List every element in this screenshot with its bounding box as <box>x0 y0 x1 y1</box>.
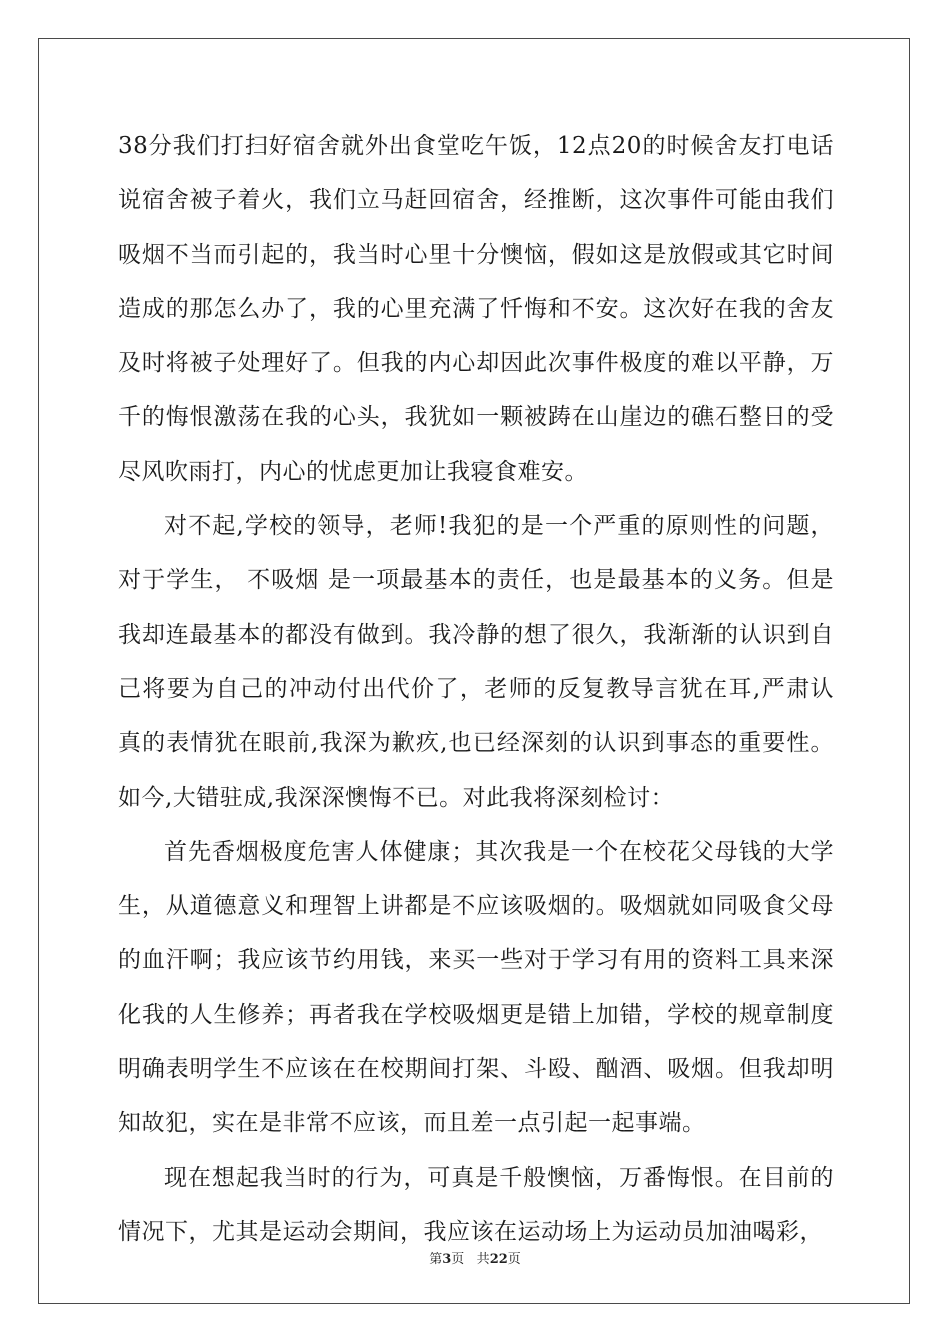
paragraph <box>118 130 834 510</box>
text-line: 化我的人生修养；再者我在学校吸烟更是错上加错，学校的规章制度 <box>118 1001 834 1028</box>
paragraph <box>118 836 834 1162</box>
text-line: 现在想起我当时的行为，可真是千般懊恼，万番悔恨。在目前的 <box>164 1164 834 1191</box>
footer-page-prefix: 第 <box>429 1252 443 1267</box>
page-footer <box>0 1248 950 1267</box>
text-line: 如今,大错驻成,我深深懊悔不已。对此我将深刻检讨： <box>118 784 675 811</box>
text-line: 我却连最基本的都没有做到。我冷静的想了很久，我渐渐的认识到自 <box>118 621 834 648</box>
text-line: 己将要为自己的冲动付出代价了，老师的反复教导言犹在耳,严肃认 <box>118 675 834 702</box>
footer-total-unit: 页 <box>507 1252 521 1267</box>
text-line: 首先香烟极度危害人体健康；其次我是一个在校花父母钱的大学 <box>164 838 834 865</box>
text-line: 千的悔恨激荡在我的心头，我犹如一颗被踌在山崖边的礁石整日的受 <box>118 404 834 431</box>
text-line: 38分我们打扫好宿舍就外出食堂吃午饭，12点20的时候舍友打电话 <box>118 133 834 159</box>
text-line: 明确表明学生不应该在在校期间打架、斗殴、酗酒、吸烟。但我却明 <box>118 1056 834 1083</box>
document-body <box>118 130 834 1270</box>
text-line: 情况下，尤其是运动会期间，我应该在运动场上为运动员加油喝彩， <box>118 1218 823 1245</box>
footer-total-pages: 22 <box>489 1252 508 1267</box>
text-line: 对不起,学校的领导，老师!我犯的是一个严重的原则性的问题， <box>164 513 834 540</box>
text-line: 对于学生， 不吸烟 是一项最基本的责任，也是最基本的义务。但是 <box>118 567 834 594</box>
text-line: 生，从道德意义和理智上讲都是不应该吸烟的。吸烟就如同吸食父母 <box>118 893 834 920</box>
text-line: 真的表情犹在眼前,我深为歉疚,也已经深刻的认识到事态的重要性。 <box>118 730 834 757</box>
text-line: 的血汗啊；我应该节约用钱，来买一些对于学习有用的资料工具来深 <box>118 947 834 974</box>
text-line: 尽风吹雨打，内心的忧虑更加让我寝食难安。 <box>118 458 588 485</box>
text-line: 知故犯，实在是非常不应该，而且差一点引起一起事端。 <box>118 1110 706 1137</box>
paragraph <box>118 510 834 836</box>
footer-page-number: 3 <box>442 1252 452 1267</box>
footer-total-prefix: 共 <box>476 1252 490 1267</box>
text-line: 及时将被子处理好了。但我的内心却因此次事件极度的难以平静，万 <box>118 350 834 377</box>
footer-page-unit: 页 <box>451 1252 465 1267</box>
text-line: 说宿舍被子着火，我们立马赶回宿舍，经推断，这次事件可能由我们 <box>118 187 834 214</box>
text-line: 吸烟不当而引起的，我当时心里十分懊恼，假如这是放假或其它时间 <box>118 241 834 268</box>
text-line: 造成的那怎么办了，我的心里充满了忏悔和不安。这次好在我的舍友 <box>118 295 834 322</box>
